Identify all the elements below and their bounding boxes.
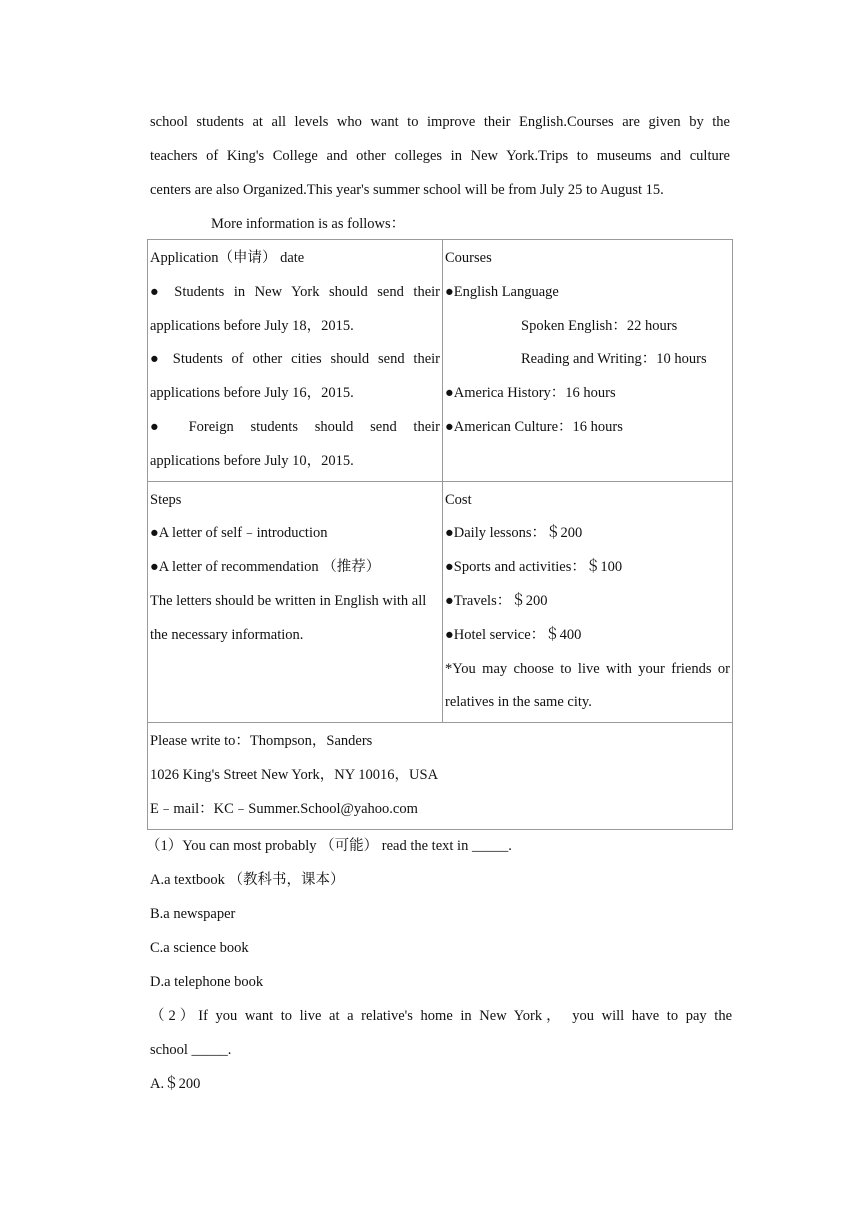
q1-option-d: D.a telephone book — [150, 974, 264, 990]
intro-paragraph — [150, 105, 730, 207]
info-table — [147, 239, 733, 830]
questions-block — [146, 829, 732, 1101]
application-heading: Application（申请） date — [150, 250, 305, 266]
q1-option-a: A.a textbook （教科书，课本） — [150, 872, 345, 888]
intro-line-2: teachers of King's College and other colleges in New York.Trips to museums and culture — [150, 148, 730, 164]
courses-sub-spoken: Spoken English：22 hours — [521, 317, 678, 334]
cost-item-lessons: ●Daily lessons：＄200 — [445, 525, 583, 542]
contact-line-2: 1026 King's Street New York，NY 10016，USA — [150, 766, 439, 783]
more-info-line: More information is as follows： — [211, 216, 406, 232]
cost-item-sports: ●Sports and activities：＄100 — [445, 559, 623, 576]
steps-item-1: ●A letter of self﹣introduction — [150, 525, 328, 542]
intro-line-3: centers are also Organized.This year's summer school will be from July 25 to August 15. — [150, 182, 664, 198]
application-line-6: applications before July 10，2015. — [150, 452, 354, 469]
q2-option-a: A.＄200 — [150, 1076, 201, 1092]
application-line-4: applications before July 16，2015. — [150, 385, 354, 402]
contact-cell — [148, 723, 733, 829]
contact-line-1: Please write to：Thompson，Sanders — [150, 733, 373, 750]
application-line-2: applications before July 18，2015. — [150, 317, 354, 334]
question-2-line-1: （2）If you want to live at a relative's home in New York， you will have to pay the — [150, 1008, 732, 1024]
steps-cell — [148, 481, 443, 723]
cost-note-line-1: *You may choose to live with your friends or — [445, 660, 730, 677]
steps-item-2: ●A letter of recommendation （推荐） — [150, 559, 381, 576]
application-line-1: ● Students in New York should send their — [150, 283, 440, 300]
cost-item-travels: ●Travels：＄200 — [445, 592, 548, 609]
cost-note-line-2: relatives in the same city. — [445, 694, 592, 711]
steps-heading: Steps — [150, 491, 182, 508]
steps-line-3: The letters should be written in English with all — [150, 592, 427, 609]
application-cell — [148, 240, 443, 482]
question-1: （1）You can most probably （可能） read the text in _____. — [146, 838, 512, 854]
application-line-3: ● Students of other cities should send their — [150, 351, 440, 368]
contact-email: E﹣mail：KC﹣Summer.School@yahoo.com — [150, 800, 418, 817]
q1-option-b: B.a newspaper — [150, 906, 236, 922]
cost-cell — [443, 481, 733, 723]
courses-item-culture: ●American Culture：16 hours — [445, 418, 623, 435]
courses-item-history: ●America History：16 hours — [445, 385, 616, 402]
courses-cell — [443, 240, 733, 482]
courses-sub-reading: Reading and Writing：10 hours — [521, 351, 707, 368]
courses-heading: Courses — [445, 250, 492, 266]
intro-line-1: school students at all levels who want to improve their English.Courses are given by the — [150, 114, 730, 130]
courses-item-english: ●English Language — [445, 283, 559, 300]
question-2-line-2: school _____. — [150, 1042, 232, 1058]
application-line-5: ● Foreign students should send their — [150, 418, 440, 435]
cost-item-hotel: ●Hotel service：＄400 — [445, 626, 582, 643]
cost-heading: Cost — [445, 491, 472, 508]
q1-option-c: C.a science book — [150, 940, 249, 956]
steps-line-4: the necessary information. — [150, 626, 304, 643]
